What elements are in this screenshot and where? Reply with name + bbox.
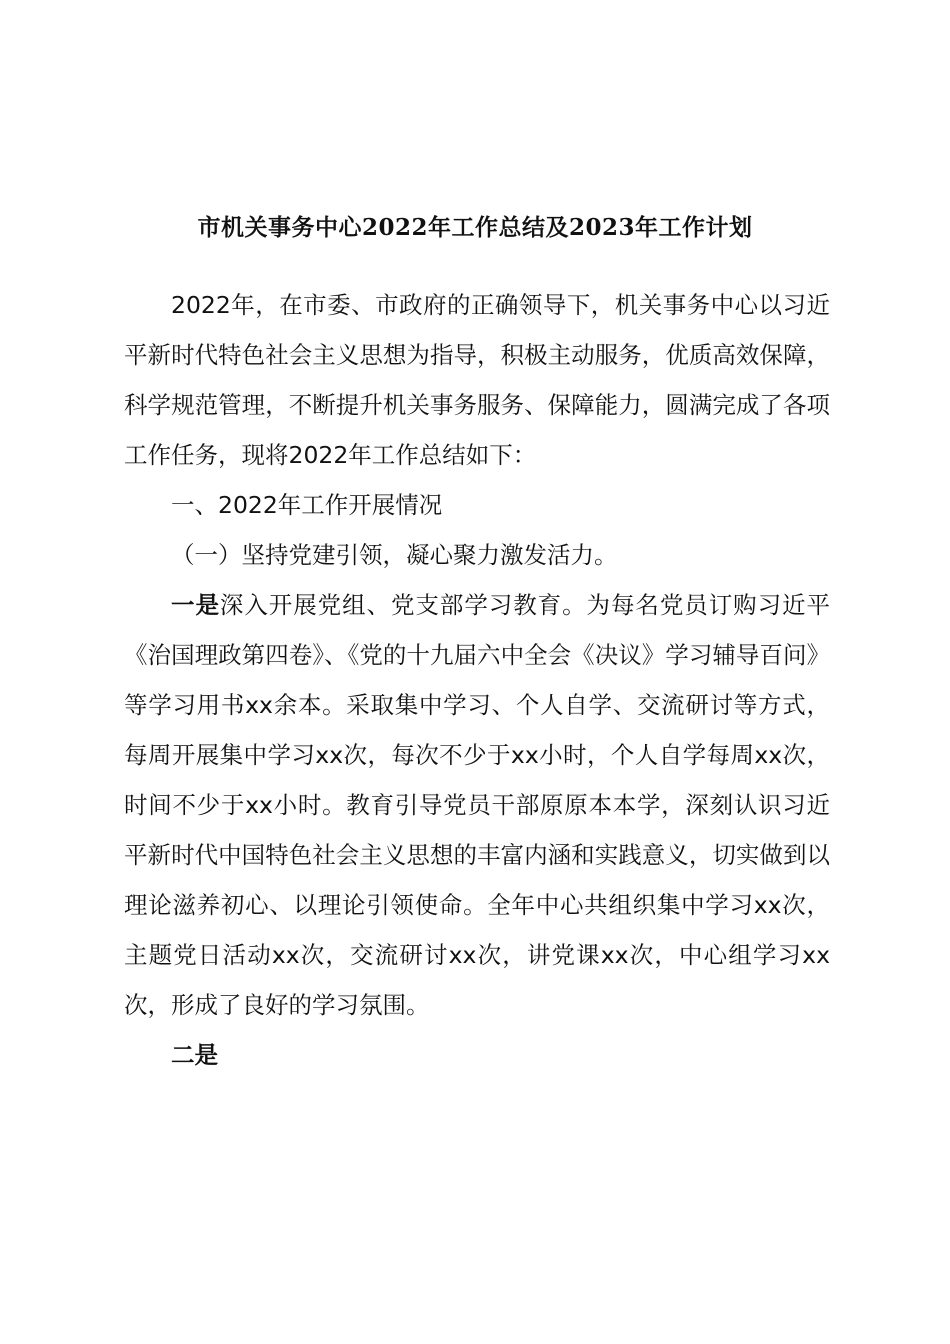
item-text-1: 深入开展党组、党支部学习教育。为每名党员订购习近平《治国理政第四卷》、《党的十九届六中全会《决议》学习辅导百问》等学习用书xx余本。采取集中学习、个人自学、交流研讨等方式，每周开展集中学习xx次，每次不少于xx小时，个人自学每周xx次，时间不少于xx小时。教育引导党员干部原原本本学，深刻认识习近平新时代中国特色社会主义思想的丰富内涵和实践意义，切实做到以理论滋养初心、以理论引领使命。全年中心共组织集中学习xx次，主题党日活动xx次，交流研讨xx次，讲党课xx次，中心组学习xx次，形成了良好的学习氛围。 [124,591,831,1019]
item-lead-2: 二是 [171,1041,218,1069]
item-lead-1: 一是 [171,591,220,619]
section-heading: 一、2022年工作开展情况 [171,491,443,519]
intro-paragraph: 2022年，在市委、市政府的正确领导下，机关事务中心以习近平新时代特色社会主义思想为指导，积极主动服务，优质高效保障，科学规范管理，不断提升机关事务服务、保障能力，圆满完成了各项工作任务，现将2022年工作总结如下： [124,291,830,469]
document-body [124,280,830,1080]
subsection-heading: （一）坚持党建引领，凝心聚力激发活力。 [171,541,618,569]
item-paragraph-1 [124,580,830,1030]
document-title: 市机关事务中心2022年工作总结及2023年工作计划 [197,214,753,241]
item-paragraph-2 [124,1030,830,1080]
